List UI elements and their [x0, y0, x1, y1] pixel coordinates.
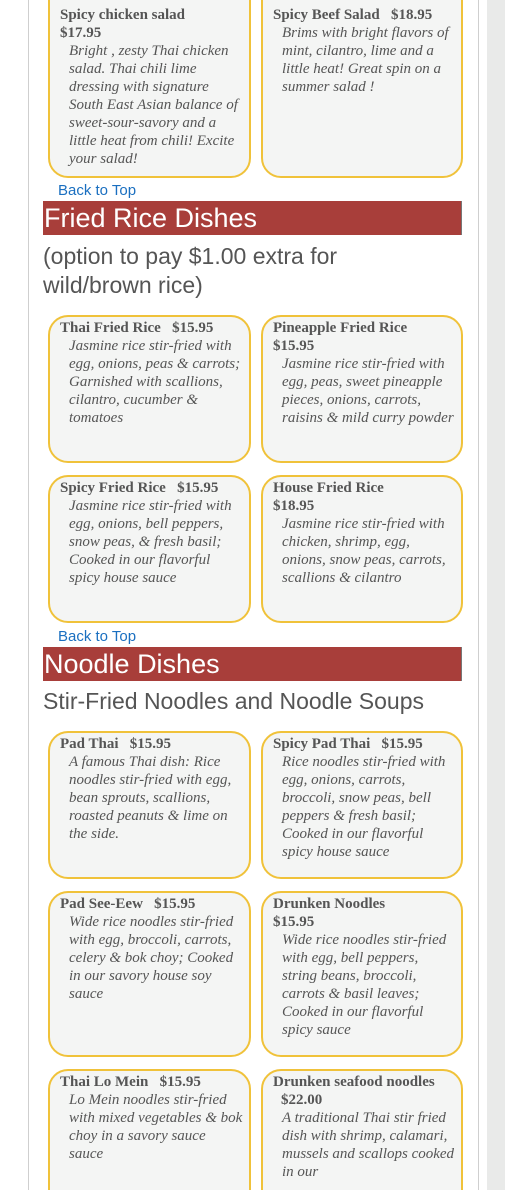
- menu-card-spicy-chicken-salad: [48, 0, 251, 178]
- menu-item-description: A famous Thai dish: Rice noodles stir-fried with egg, bean sprouts, scallions, roasted peanuts & lime on the side.: [69, 754, 232, 842]
- dish-price: $15.95: [381, 736, 423, 752]
- menu-item-title: [273, 735, 455, 753]
- menu-item-title: [273, 6, 455, 24]
- menu-item-title: [60, 895, 243, 913]
- back-to-top-link[interactable]: Back to Top: [58, 628, 137, 645]
- menu-card-pineapple-fried-rice: [261, 315, 463, 463]
- dish-price: $22.00: [281, 1092, 323, 1108]
- menu-card-house-fried-rice: [261, 475, 463, 623]
- dish-name: Thai Fried Rice: [60, 320, 161, 336]
- menu-card-thai-lo-mein: [48, 1069, 251, 1190]
- menu-item-description: Brims with bright flavors of mint, cilantro, lime and a little heat! Great spin on a summer salad !: [282, 25, 449, 95]
- dish-price: $15.95: [154, 896, 196, 912]
- menu-item-title: [273, 1073, 455, 1109]
- menu-card-drunken-seafood-noodles: [261, 1069, 463, 1190]
- menu-card-thai-fried-rice: [48, 315, 251, 463]
- scrollbar-track[interactable]: [487, 0, 505, 1190]
- menu-card-pad-see-eew: [48, 891, 251, 1057]
- section-header-noodles: Noodle Dishes: [43, 647, 462, 681]
- menu-item-title: [273, 895, 455, 931]
- menu-item-description: Wide rice noodles stir-fried with egg, bell peppers, string beans, broccoli, carrots & basil leaves; Cooked in our flavorful spicy sauce: [282, 932, 447, 1038]
- dish-name: Spicy chicken salad: [60, 7, 186, 23]
- menu-item-title: [60, 479, 243, 497]
- dish-name: Drunken Noodles: [273, 896, 386, 912]
- dish-name: Pineapple Fried Rice: [273, 320, 408, 336]
- menu-item-description: Lo Mein noodles stir-fried with mixed vegetables & bok choy in a savory sauce sauce: [69, 1092, 243, 1162]
- dish-price: $15.95: [129, 736, 171, 752]
- menu-item-title: [60, 735, 243, 753]
- menu-item-description: A traditional Thai stir fried dish with shrimp, calamari, mussels and scallops cooked in our: [282, 1110, 455, 1180]
- dish-price: $17.95: [60, 25, 102, 41]
- dish-price: $15.95: [177, 480, 219, 496]
- menu-item-title: [60, 319, 243, 337]
- dish-name: Drunken seafood noodles: [273, 1074, 435, 1090]
- menu-item-title: [60, 6, 243, 42]
- dish-price: $15.95: [172, 320, 214, 336]
- dish-name: Spicy Pad Thai: [273, 736, 371, 752]
- menu-card-spicy-fried-rice: [48, 475, 251, 623]
- menu-item-title: [60, 1073, 243, 1091]
- menu-item-description: Jasmine rice stir-fried with chicken, shrimp, egg, onions, snow peas, carrots, scallions & cilantro: [282, 516, 446, 586]
- menu-card-spicy-beef-salad: [261, 0, 463, 178]
- dish-price: $18.95: [390, 7, 433, 23]
- dish-price: $18.95: [273, 498, 315, 514]
- menu-item-description: Jasmine rice stir-fried with egg, onions, bell peppers, snow peas, & fresh basil; Cooked in our flavorful spicy house sauce: [69, 498, 232, 586]
- dish-name: Thai Lo Mein: [60, 1074, 149, 1090]
- dish-name: Pad Thai: [60, 736, 119, 752]
- dish-price: $15.95: [273, 338, 315, 354]
- dish-price: $15.95: [273, 914, 315, 930]
- menu-card-drunken-noodles: [261, 891, 463, 1057]
- menu-item-title: [273, 319, 455, 355]
- dish-name: Pad See-Eew: [60, 896, 143, 912]
- menu-item-title: [273, 479, 455, 515]
- menu-item-description: Rice noodles stir-fried with egg, onions, carrots, broccoli, snow peas, bell peppers & fresh basil; Cooked in our flavorful spicy house sauce: [282, 754, 446, 860]
- menu-item-description: Bright , zesty Thai chicken salad. Thai chili lime dressing with signature South East Asian balance of sweet-sour-savory and a little heat from chili! Excite your salad!: [69, 43, 238, 167]
- menu-item-description: Jasmine rice stir-fried with egg, peas, sweet pineapple pieces, onions, carrots, raisins & mild curry powder: [282, 356, 454, 426]
- dish-price: $15.95: [159, 1074, 201, 1090]
- dish-name: Spicy Beef Salad: [273, 7, 380, 23]
- section-subtitle-fried-rice: (option to pay $1.00 extra for wild/brown rice): [43, 243, 338, 298]
- menu-item-description: Wide rice noodles stir-fried with egg, broccoli, carrots, celery & bok choy; Cooked in our savory house soy sauce: [69, 914, 234, 1002]
- dish-name: Spicy Fried Rice: [60, 480, 166, 496]
- menu-card-spicy-pad-thai: [261, 731, 463, 879]
- back-to-top-link[interactable]: Back to Top: [58, 182, 137, 199]
- dish-name: House Fried Rice: [273, 480, 384, 496]
- section-subtitle-noodles: Stir-Fried Noodles and Noodle Soups: [43, 688, 424, 714]
- section-header-fried-rice: Fried Rice Dishes: [43, 201, 462, 235]
- menu-item-description: Jasmine rice stir-fried with egg, onions, peas & carrots; Garnished with scallions, cilantro, cucumber & tomatoes: [69, 338, 241, 426]
- menu-card-pad-thai: [48, 731, 251, 879]
